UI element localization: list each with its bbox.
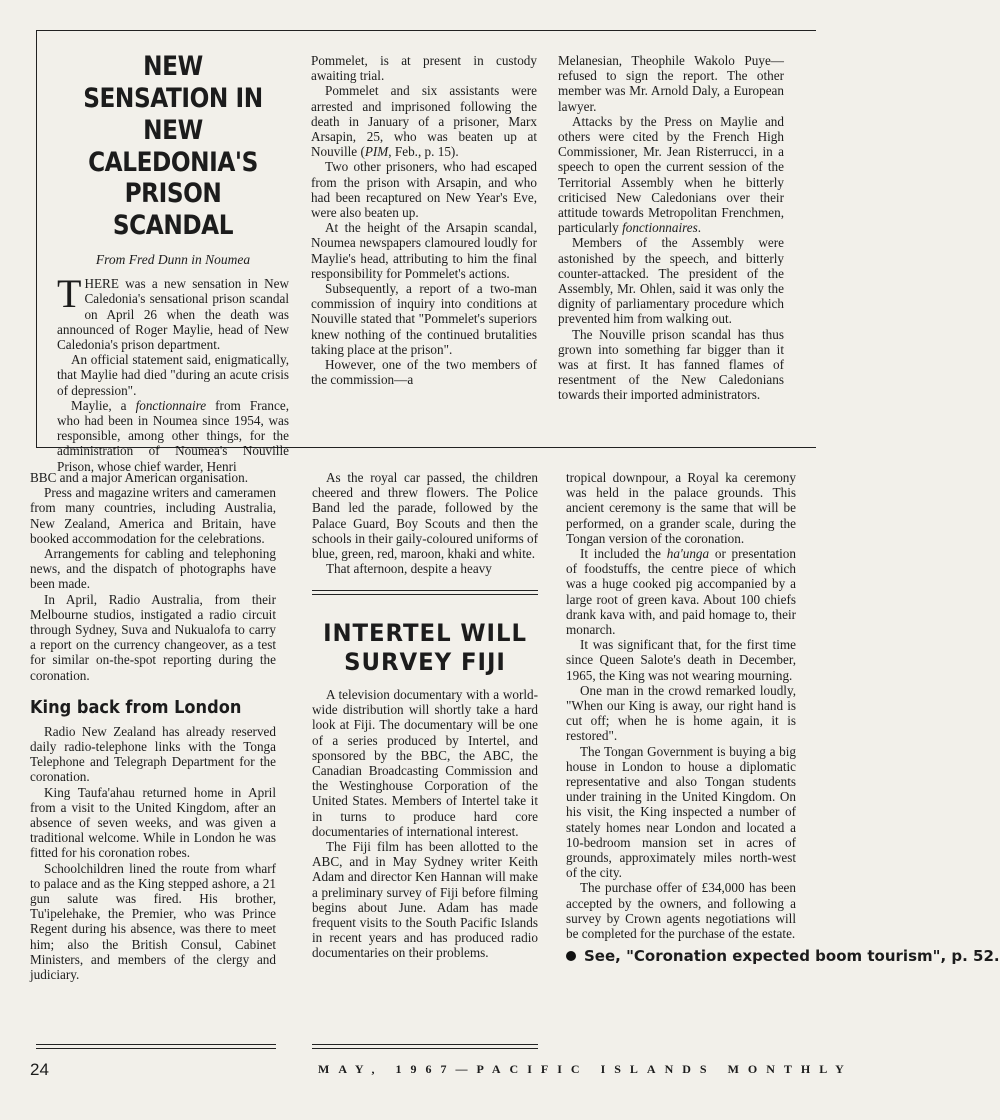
paragraph [57,271,289,352]
lower-column-1 [30,470,276,982]
paragraph: The purchase offer of £34,000 has been accepted by the owners, and following a survey by Crown agents negotiations will be completed for the purchase of the estate. [566,880,796,942]
paragraph: It was significant that, for the first time since Queen Salote's death in December, 1965, the King was not wearing mourning. [566,637,796,683]
drop-cap: T [57,271,82,317]
paragraph: An official statement said, enigmatically, that Maylie had died "during an acute crisis of depression". [57,352,289,398]
page-number: 24 [30,1060,49,1079]
running-title: MAY, 1967—PACIFIC ISLANDS MONTHLY [318,1062,853,1076]
paragraph: As the royal car passed, the children cheered and threw flowers. The Police Band led the parade, followed by the Palace Guard, Boy Scouts and then the schools in their gaily-coloured uniforms of blue, green, red, maroon, khaki and white. [312,470,538,562]
paragraph: At the height of the Arsapin scandal, Noumea newspapers clamoured loudly for Maylie's head, attributing to him the final responsibility for Pommelet's actions. [311,220,537,281]
paragraph: Maylie, a fonctionnaire from France, who had been in Noumea since 1954, was responsible, among other things, for the administration of Noumea's Nouville Prison, whose chief warder, Henri [57,397,289,474]
paragraph: Members of the Assembly were astonished by the speech, and bitterly counter-attacked. The president of the Assembly, Mr. Ohlen, said it was only the dignity of parliamentary procedure which prevented him from walking out. [558,235,784,327]
bullet-icon [566,951,576,961]
section-divider [312,590,538,595]
headline-line-3: PRISON SCANDAL [112,178,234,242]
paragraph: One man in the crowd remarked loudly, "When our King is away, our right hand is cut off; when he is home again, it is restored". [566,682,796,744]
paragraph: Schoolchildren lined the route from wharf to palace and as the King stepped ashore, a 21 gun salute was fired. His brother, Tu'ipelehake, the Premier, who was Prince Regent during his absence, was there to meet him; also the British Consul, Cabinet Ministers, and members of the clergy and judiciary. [30,860,276,983]
paragraph: Two other prisoners, who had escaped from the prison with Arsapin, and who had been recaptured on New Year's Eve, were also beaten up. [311,159,537,221]
paragraph: BBC and a major American organisation. [30,470,249,485]
footer-rule-middle [312,1044,538,1049]
column-text [566,470,796,941]
footer-rule-left [36,1044,276,1049]
paragraph: tropical downpour, a Royal ka ceremony was held in the palace grounds. This ancient ceremony is the same that will be performed, on a grander scale, during the Tongan version of the coronation. [566,470,796,546]
prison-scandal-article-box [36,30,816,474]
headline-line-1: NEW SENSATION IN [83,51,263,114]
headline-line-1: INTERTEL WILL [323,619,527,648]
paragraph: A television documentary with a world-wide distribution will shortly take a hard look at Fiji. The documentary will be one of a series produced by Intertel, and sponsored by the BBC, the ABC, the Canadian Broadcasting Commission and the Westinghouse Corporation of the United States. Members of Intertel take it in turns to produce hard core documentaries of international interest. [312,687,538,839]
paragraph: Pommelet and six assistants were arrested and imprisoned following the death in January of a prisoner, Marx Arsapin, 25, who was beaten up at Nouville (PIM, Feb., p. 15). [311,83,537,160]
paragraph: Press and magazine writers and cameramen from many countries, including Australia, New Zealand, America and Britain, have booked accommodation for the celebrations. [30,485,276,546]
headline-line-2: SURVEY FIJI [344,648,506,677]
paragraph: The Fiji film has been allotted to the ABC, and in May Sydney writer Keith Adam and director Ken Hannan will make a preliminary survey of Fiji before filming begins about June. Adam has made frequent visits to the South Pacific Islands in recent years and has produced radio documentaries on their problems. [312,839,538,961]
lower-column-2 [312,470,538,961]
lower-column-3 [566,470,1000,966]
king-back-subhead: King back from London [30,696,242,718]
box-col1-text [57,271,289,474]
paragraph: Subsequently, a report of a two-man commission of inquiry into conditions at Nouville stated that "Pommelet's superiors knew nothing of the continued brutalities taking place at the prison". [311,281,537,357]
column-text [312,687,538,961]
page-footer [0,1060,853,1090]
headline-line-2: NEW CALEDONIA'S [88,114,258,178]
paragraph: However, one of the two members of the commission—a [311,357,537,388]
box-column-3 [558,53,784,403]
paragraph: Attacks by the Press on Maylie and others were cited by the French High Commissioner, Mr. Jean Risterrucci, in a speech to open the current session of the Territorial Assembly when he bitterly criticised New Caledonians over their attitude towards Metropolitan Frenchmen, particularly fonctionnaires. [558,113,784,236]
box-column-1 [57,31,289,474]
paragraph: In April, Radio Australia, from their Melbourne studios, instigated a radio circuit through Sydney, Suva and Nukualofa to carry a report on the currency changeover, as a test for similar on-the-spot reporting during the coronation. [30,591,276,683]
cross-reference-text: See, "Coronation expected boom tourism", p. 52. [584,947,1000,966]
intertel-headline [318,619,533,677]
paragraph: It included the ha'unga or presentation of foodstuffs, the centre piece of which was a huge cooked pig accompanied by a large root of green kava. About 100 chiefs drank kava with, and paid homage to, their monarch. [566,546,796,638]
paragraph: King Taufa'ahau returned home in April from a visit to the United Kingdom, after an absence of seven weeks, and was given a traditional welcome. While in London he was fitted for his coronation robes. [30,784,276,861]
paragraph: Melanesian, Theophile Wakolo Puye—refused to sign the report. The other member was Mr. Arnold Daly, a European lawyer. [558,53,784,114]
paragraph: The Tongan Government is buying a big house in London to house a diplomatic representative and also Tongan students under training in the United Kingdom. On his visit, the King inspected a number of stately homes near London and located a 10-bedroom mansion set in acres of grounds, approximately miles north-west of the city. [566,743,796,881]
prison-scandal-headline [73,51,273,242]
column-text [312,470,538,576]
paragraph: Radio New Zealand has already reserved daily radio-telephone links with the Tonga Telephone and Telegraph Department for the coronation. [30,723,276,785]
column-text [30,470,276,683]
byline: From Fred Dunn in Noumea [95,252,251,268]
cross-reference [566,947,1000,966]
paragraph: The Nouville prison scandal has thus grown into something far bigger than it was at first. It has fanned flames of resentment of the New Caledonians towards their imported administrators. [558,326,784,403]
column-text [30,724,276,982]
paragraph: That afternoon, despite a heavy [326,561,492,577]
paragraph: Arrangements for cabling and telephoning news, and the dispatch of photographs have been made. [30,546,276,592]
box-column-2 [311,53,537,387]
paragraph: Pommelet, is at present in custody awaiting trial. [311,53,537,84]
paragraph-text: HERE was a new sensation in New Caledonia's sensational prison scandal on April 26 when the death was announced of Roger Maylie, head of New Caledonia's prison department. [57,276,289,352]
